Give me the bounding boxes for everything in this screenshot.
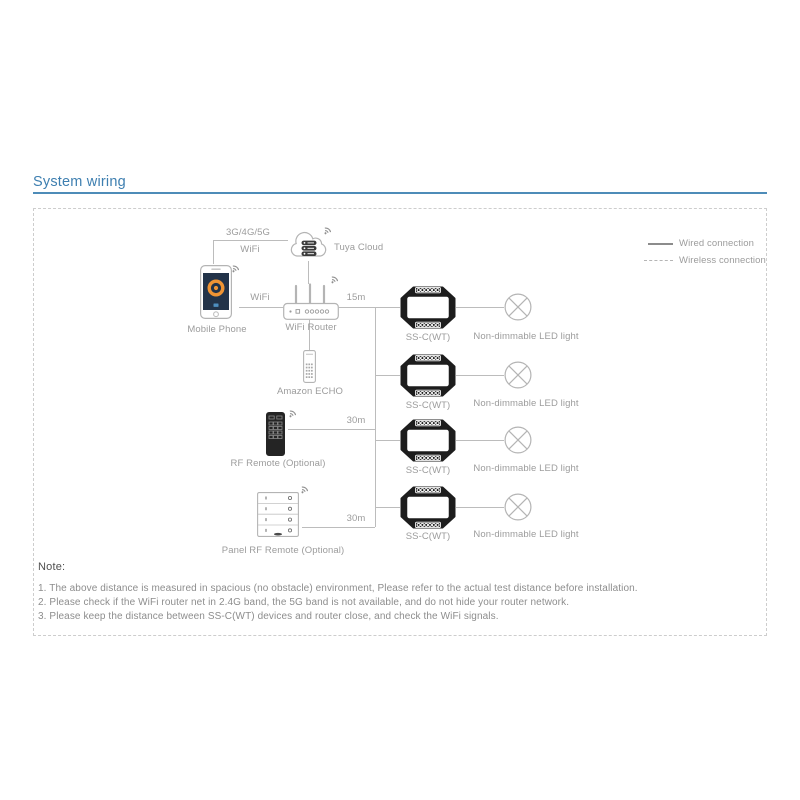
line-panelremote-bus — [302, 527, 375, 528]
controller-label: SS-C(WT) — [405, 332, 451, 343]
wireless-signal-icon — [228, 261, 239, 279]
title-underline — [33, 192, 767, 194]
cellular-link-label: 3G/4G/5G — [225, 227, 271, 238]
line-phone-cloud — [213, 240, 288, 241]
led-light-label: Non-dimmable LED light — [473, 529, 579, 540]
ss-c-device-icon — [400, 286, 456, 334]
led-light-icon — [504, 293, 532, 326]
note-item-1: 1. The above distance is measured in spacious (no obstacle) environment, Please refer to the actual test distance before installation. — [38, 583, 638, 594]
mobile-phone-label: Mobile Phone — [187, 324, 247, 335]
rf-distance-label: 30m — [346, 415, 366, 426]
amazon-echo-icon — [303, 350, 316, 388]
panel-rf-remote-icon — [257, 492, 299, 542]
wireless-signal-icon — [320, 223, 331, 241]
note-item-2: 2. Please check if the WiFi router net in 2.4G band, the 5G band is not available, and do not hide your router network. — [38, 597, 570, 608]
line-bus-device4 — [375, 507, 400, 508]
led-light-icon — [504, 361, 532, 394]
controller-label: SS-C(WT) — [405, 400, 451, 411]
line-device1-light1 — [456, 307, 504, 308]
legend-wireless-label: Wireless connection — [679, 255, 766, 266]
wireless-connection-line-sample — [644, 260, 673, 261]
led-light-icon — [504, 426, 532, 459]
wireless-signal-icon — [327, 272, 338, 290]
page-title: System wiring — [33, 174, 126, 190]
tuya-cloud-label: Tuya Cloud — [334, 242, 384, 253]
line-router-bus — [339, 307, 400, 308]
line-bus-device3 — [375, 440, 400, 441]
line-bus-device2 — [375, 375, 400, 376]
wireless-signal-icon — [297, 482, 308, 500]
line-device4-light4 — [456, 507, 504, 508]
wireless-signal-icon — [285, 406, 296, 424]
ss-c-device-icon — [400, 354, 456, 402]
amazon-echo-label: Amazon ECHO — [276, 386, 344, 397]
ss-c-device-icon — [400, 419, 456, 467]
line-phone-router — [239, 307, 283, 308]
panel-rf-remote-label: Panel RF Remote (Optional) — [221, 545, 345, 556]
line-device3-light3 — [456, 440, 504, 441]
notes-heading: Note: — [38, 561, 66, 573]
note-item-3: 3. Please keep the distance between SS-C(WT) devices and router close, and check the WiFi signals. — [38, 611, 499, 622]
led-light-label: Non-dimmable LED light — [473, 398, 579, 409]
led-light-icon — [504, 493, 532, 526]
legend-wired-label: Wired connection — [679, 238, 754, 249]
led-light-label: Non-dimmable LED light — [473, 463, 579, 474]
cellular-wifi-label: WiFi — [240, 244, 260, 255]
controller-label: SS-C(WT) — [405, 531, 451, 542]
rf-remote-icon — [266, 412, 285, 461]
line-device2-light2 — [456, 375, 504, 376]
wired-connection-line-sample — [648, 243, 673, 245]
line-rfremote-bus — [288, 429, 375, 430]
controller-label: SS-C(WT) — [405, 465, 451, 476]
line-phone-up — [213, 240, 214, 264]
line-bus-vertical — [375, 307, 376, 527]
ss-c-device-icon — [400, 486, 456, 534]
led-light-label: Non-dimmable LED light — [473, 331, 579, 342]
phone-router-wifi-label: WiFi — [250, 292, 270, 303]
wifi-router-label: WiFi Router — [285, 322, 337, 333]
router-distance-label: 15m — [346, 292, 366, 303]
panel-distance-label: 30m — [346, 513, 366, 524]
rf-remote-label: RF Remote (Optional) — [230, 458, 326, 469]
